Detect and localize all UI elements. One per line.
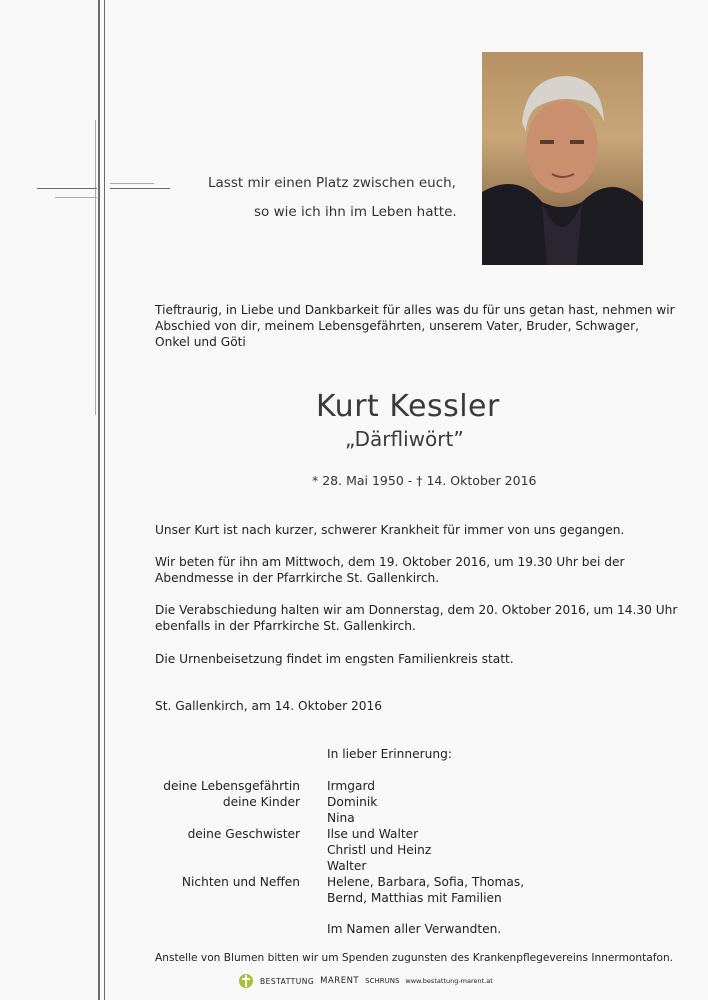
funeral-home-logo-icon: [238, 972, 254, 990]
paragraph-farewell: [155, 602, 677, 634]
closing-line: Im Namen aller Verwandten.: [327, 922, 502, 936]
mourner-name: Walter: [327, 859, 367, 873]
quote-line-1: Lasst mir einen Platz zwischen euch,: [208, 175, 456, 191]
footer-website[interactable]: www.bestattung-marent.at: [405, 977, 493, 985]
paragraph-prayer-line-1: Wir beten für ihn am Mittwoch, dem 19. Oktober 2016, um 19.30 Uhr bei der: [155, 555, 625, 569]
paragraph-passing: [155, 522, 624, 538]
footer-town: SCHRUNS: [365, 977, 400, 985]
footer-company-prefix: BESTATTUNG: [260, 976, 315, 986]
intro-line-1: Tieftraurig, in Liebe und Dankbarkeit für alles was du für uns getan hast, nehmen wir: [155, 303, 675, 317]
relation-siblings: deine Geschwister: [187, 827, 300, 841]
mourner-name: Christl und Heinz: [327, 843, 432, 857]
mourner-name: Nina: [327, 811, 355, 825]
footer: [238, 972, 493, 990]
memory-heading: In lieber Erinnerung:: [327, 747, 452, 761]
portrait-photo: [482, 52, 643, 265]
paragraph-passing-line-1: Unser Kurt ist nach kurzer, schwerer Krankheit für immer von uns gegangen.: [155, 523, 625, 537]
paragraph-prayer-line-2: Abendmesse in der Pfarrkirche St. Gallenkirch.: [155, 571, 440, 585]
paragraph-burial-line-1: Die Urnenbeisetzung findet im engsten Familienkreis statt.: [155, 652, 514, 666]
footer-company-name: MARENT: [320, 976, 360, 986]
deceased-name: Kurt Kessler: [316, 389, 500, 424]
paragraph-farewell-line-2: ebenfalls in der Pfarrkirche St. Gallenkirch.: [155, 619, 416, 633]
intro-line-3: Onkel und Göti: [155, 335, 246, 349]
intro-line-2: Abschied von dir, meinem Lebensgefährten, unserem Vater, Bruder, Schwager,: [155, 319, 640, 333]
mourner-name: Dominik: [327, 795, 378, 809]
paragraph-burial: [155, 651, 514, 667]
mourner-name: Irmgard: [327, 779, 375, 793]
life-dates: * 28. Mai 1950 - † 14. Oktober 2016: [312, 473, 537, 488]
mourner-name: Helene, Barbara, Sofia, Thomas,: [327, 875, 525, 889]
paragraph-prayer: [155, 554, 625, 586]
place-date: St. Gallenkirch, am 14. Oktober 2016: [155, 699, 383, 713]
quote-line-2: so wie ich ihn im Leben hatte.: [254, 204, 457, 220]
deceased-nickname: „Därfliwört”: [345, 427, 464, 451]
relation-children: deine Kinder: [222, 795, 300, 809]
intro-paragraph: [155, 302, 695, 350]
mourner-name: Ilse und Walter: [327, 827, 419, 841]
relation-nieces-nephews: Nichten und Neffen: [181, 875, 300, 889]
paragraph-farewell-line-1: Die Verabschiedung halten wir am Donnerstag, dem 20. Oktober 2016, um 14.30 Uhr: [155, 603, 678, 617]
donation-note: Anstelle von Blumen bitten wir um Spenden zugunsten des Krankenpflegevereins Innermontafon.: [155, 952, 674, 964]
mourner-name: Bernd, Matthias mit Familien: [327, 891, 502, 905]
relation-partner: deine Lebensgefährtin: [163, 779, 300, 793]
